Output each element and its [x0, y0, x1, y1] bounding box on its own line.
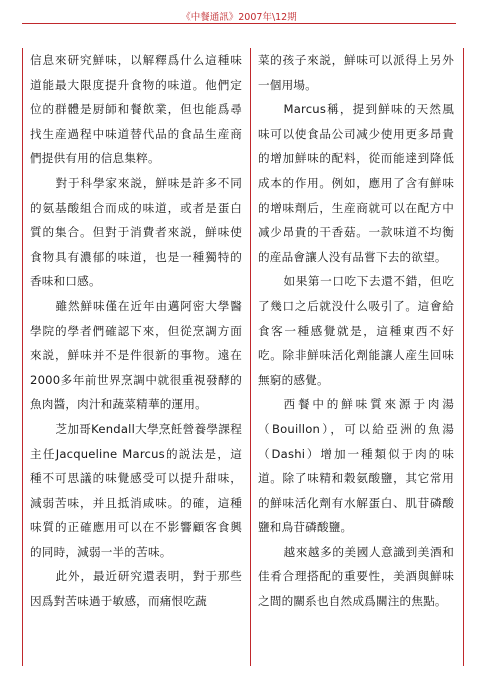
paragraph: 信息來研究鮮味，以解釋爲什么這種味道能最大限度提升食物的味道。他們定位的群體是厨師和餐飲業，但也能爲尋找生産過程中味道替代品的食品生産商們提供有用的信息集粹。	[30, 53, 242, 166]
paragraph: 對于科學家來説，鮮味是許多不同的氨基酸組合而成的味道，或者是蛋白質的集合。但對于消費者來説，鮮味使食物具有濃郁的味道，也是一種獨特的香味和口感。	[30, 175, 242, 289]
right-border	[463, 48, 464, 666]
paragraph: 此外，最近研究還表明，對于那些因爲對苦味過于敏感，而痛恨吃蔬	[30, 569, 242, 609]
paragraph: 如果第一口吃下去還不錯，但吃了幾口之后就没什么吸引了。這會給食客一種感覺就是，這種東西不好吃。除非鮮味活化劑能讓人産生回味無窮的感覺。	[258, 274, 454, 387]
header-title: 《中餐通訊》2007年\12期	[177, 12, 300, 23]
right-column	[258, 48, 454, 614]
column-divider	[250, 48, 251, 666]
paragraph: 雖然鮮味僅在近年由邁阿密大學醫學院的學者們確認下來，但從烹調方面來説，鮮味并不是件很新的事物。遠在2000多年前世界烹調中就很重視發酵的魚肉醬，肉汁和蔬菜精華的運用。	[30, 298, 242, 412]
left-column	[30, 48, 242, 614]
left-border	[22, 48, 23, 666]
paragraph: Marcus稱，提到鮮味的天然風味可以使食品公司减少使用更多昂貴的增加鮮味的配料，從而能達到降低成本的作用。例如，應用了含有鮮味的增味劑后，生産商就可以在配方中减少昂貴的干香菇。一款味道不均衡的産品會讓人没有品嘗下去的欲望。	[258, 102, 454, 264]
header-rule	[22, 23, 456, 24]
paragraph: 菜的孩子來説，鮮味可以派得上另外一個用場。	[258, 53, 454, 92]
paragraph: 越來越多的美國人意識到美酒和佳肴合理搭配的重要性，美酒與鮮味之間的關系也自然成爲關注的焦點。	[258, 544, 454, 609]
paragraph: 西餐中的鮮味質來源于肉湯（Bouillon），可以給亞洲的魚湯（Dashi）增加一種類似于肉的味道。除了味精和穀氨酸鹽，其它常用的鮮味活化劑有水解蛋白、肌苷磷酸鹽和鳥苷磷酸鹽。	[258, 397, 454, 535]
page-header	[0, 9, 478, 31]
paragraph: 芝加哥Kendall大學烹飪營養學課程主任Jacqueline Marcus的説法是，這種不可思議的味覺感受可以提升甜味，減弱苦味，并且抵消咸味。的確，這種味質的正確應用可以在不影響顧客食興的同時，減弱一半的苦味。	[30, 421, 242, 559]
